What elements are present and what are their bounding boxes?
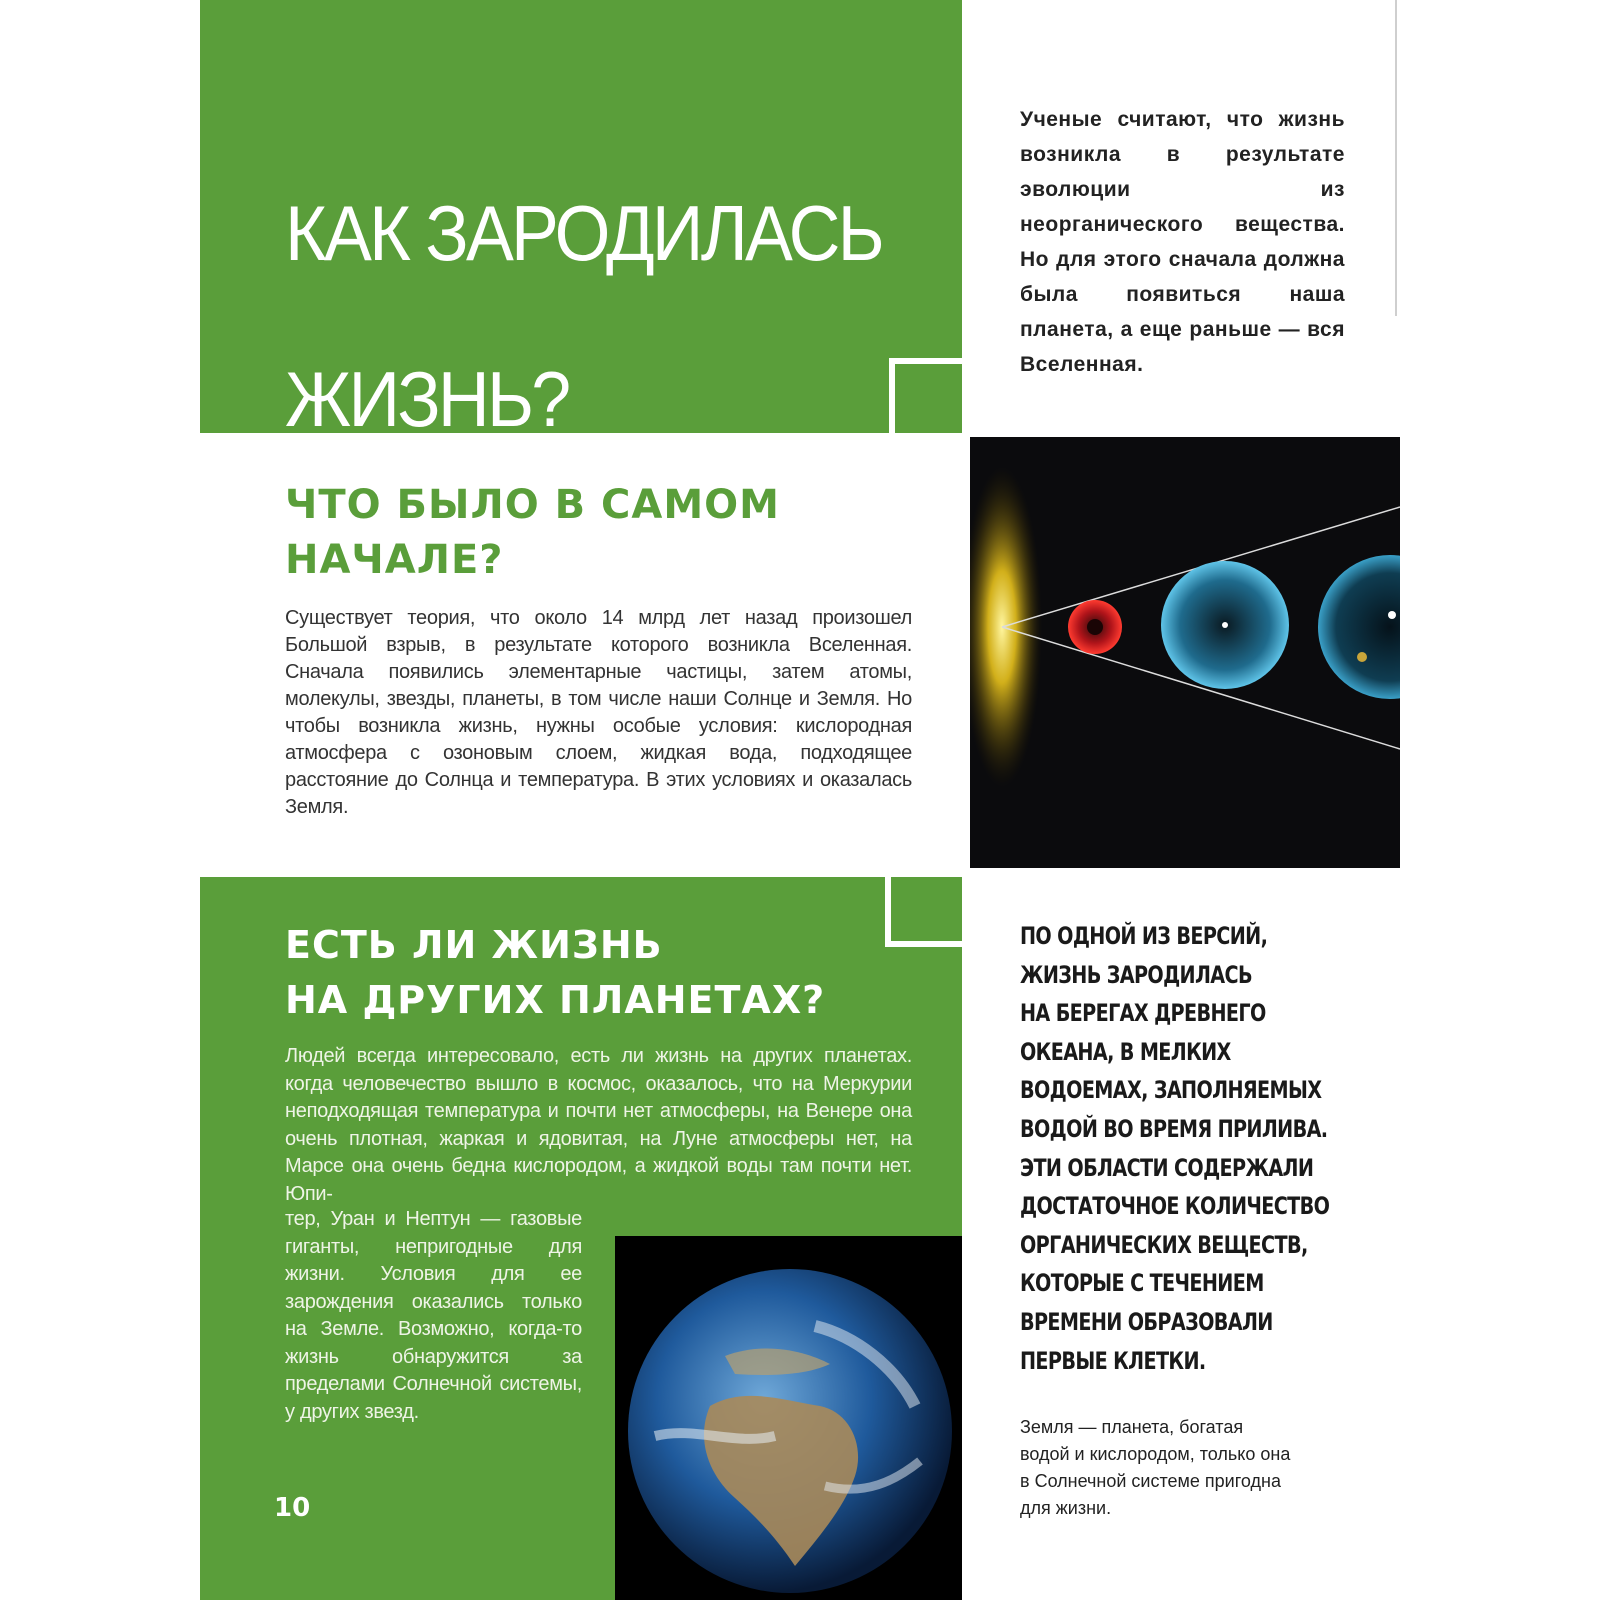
caption-line: для жизни.: [1020, 1498, 1112, 1518]
callout-line: ВОДОЕМАХ, ЗАПОЛНЯЕМЫХ: [1020, 1076, 1322, 1105]
section-heading-other-planets: [285, 918, 925, 1028]
callout-line: ВРЕМЕНИ ОБРАЗОВАЛИ: [1020, 1307, 1273, 1336]
corner-bracket-decoration: [889, 358, 965, 436]
callout-line: ПЕРВЫЕ КЛЕТКИ.: [1020, 1346, 1206, 1375]
callout-line: ЭТИ ОБЛАСТИ СОДЕРЖАЛИ: [1020, 1153, 1314, 1182]
section-paragraph-other-planets-continued: тер, Уран и Нептун — газовые гиганты, непригодные для жизни. Условия для ее зарождения оказались только на Земле. Возможно, когда-то жизнь обнаружится за пределами Солнечной системы, у других звезд.: [285, 1208, 582, 1423]
universe-expansion-graphic: [970, 437, 1400, 868]
callout-line: ПО ОДНОЙ ИЗ ВЕРСИЙ,: [1020, 922, 1268, 950]
heading-line: НА ДРУГИХ ПЛАНЕТАХ?: [285, 978, 826, 1022]
callout-line: НА БЕРЕГАХ ДРЕВНЕГО: [1020, 999, 1266, 1028]
page-title: [285, 150, 882, 482]
caption-line: Земля — планета, богатая: [1020, 1417, 1244, 1437]
title-line: КАК ЗАРОДИЛАСЬ: [285, 189, 882, 277]
callout-line: ВОДОЙ ВО ВРЕМЯ ПРИЛИВА.: [1020, 1114, 1328, 1143]
caption-line: в Солнечной системе пригодна: [1020, 1471, 1281, 1491]
earth-globe-graphic: [615, 1236, 962, 1600]
hypothesis-callout: [1020, 917, 1364, 1380]
callout-line: ОКЕАНА, В МЕЛКИХ: [1020, 1037, 1231, 1066]
earth-photo: [615, 1236, 962, 1600]
title-line: ЖИЗНЬ?: [285, 355, 569, 443]
heading-line: ЕСТЬ ЛИ ЖИЗНЬ: [285, 923, 663, 967]
callout-line: ЖИЗНЬ ЗАРОДИЛАСЬ: [1020, 960, 1252, 989]
section-paragraph-other-planets: Людей всегда интересовало, есть ли жизнь на других планетах. когда человечество вышло в космос, оказалось, что на Меркурии неподходящая температура и почти нет атмосферы, на Венере она очень плотная, жаркая и ядовитая, на Луне атмосферы нет, на Марсе она очень бедна кислородом, а жидкой воды там почти нет. Юпи-: [285, 1045, 912, 1205]
divider-line: [1395, 0, 1397, 316]
callout-line: ДОСТАТОЧНОЕ КОЛИЧЕСТВО: [1020, 1192, 1330, 1221]
callout-line: КОТОРЫЕ С ТЕЧЕНИЕМ: [1020, 1269, 1264, 1298]
callout-line: ОРГАНИЧЕСКИХ ВЕЩЕСТВ,: [1020, 1230, 1308, 1259]
intro-paragraph: Ученые считают, что жизнь возникла в результате эволюции из неорганического вещества. Но для этого сначала должна была появиться наша планета, а еще раньше — вся Вселенная.: [1020, 108, 1345, 376]
page-number: 10: [274, 1493, 311, 1523]
section-heading-beginning: [285, 478, 805, 588]
caption-line: водой и кислородом, только она: [1020, 1444, 1291, 1464]
heading-line: ЧТО БЫЛО В САМОМ: [285, 482, 780, 528]
section-paragraph-beginning: Существует теория, что около 14 млрд лет назад произошел Большой взрыв, в результате которого возникла Вселенная. Сначала появились элементарные частицы, затем атомы, молекулы, звезды, планеты, в том числе наши Солнце и Земля. Но чтобы возникла жизнь, нужны особые условия: кислородная атмосфера с озоновым слоем, жидкая вода, подходящее расстояние до Солнца и температура. В этих условиях и оказалась Земля.: [285, 607, 912, 818]
universe-expansion-illustration: [970, 437, 1400, 868]
earth-photo-caption: [1020, 1414, 1320, 1522]
heading-line: НАЧАЛЕ?: [285, 537, 504, 583]
